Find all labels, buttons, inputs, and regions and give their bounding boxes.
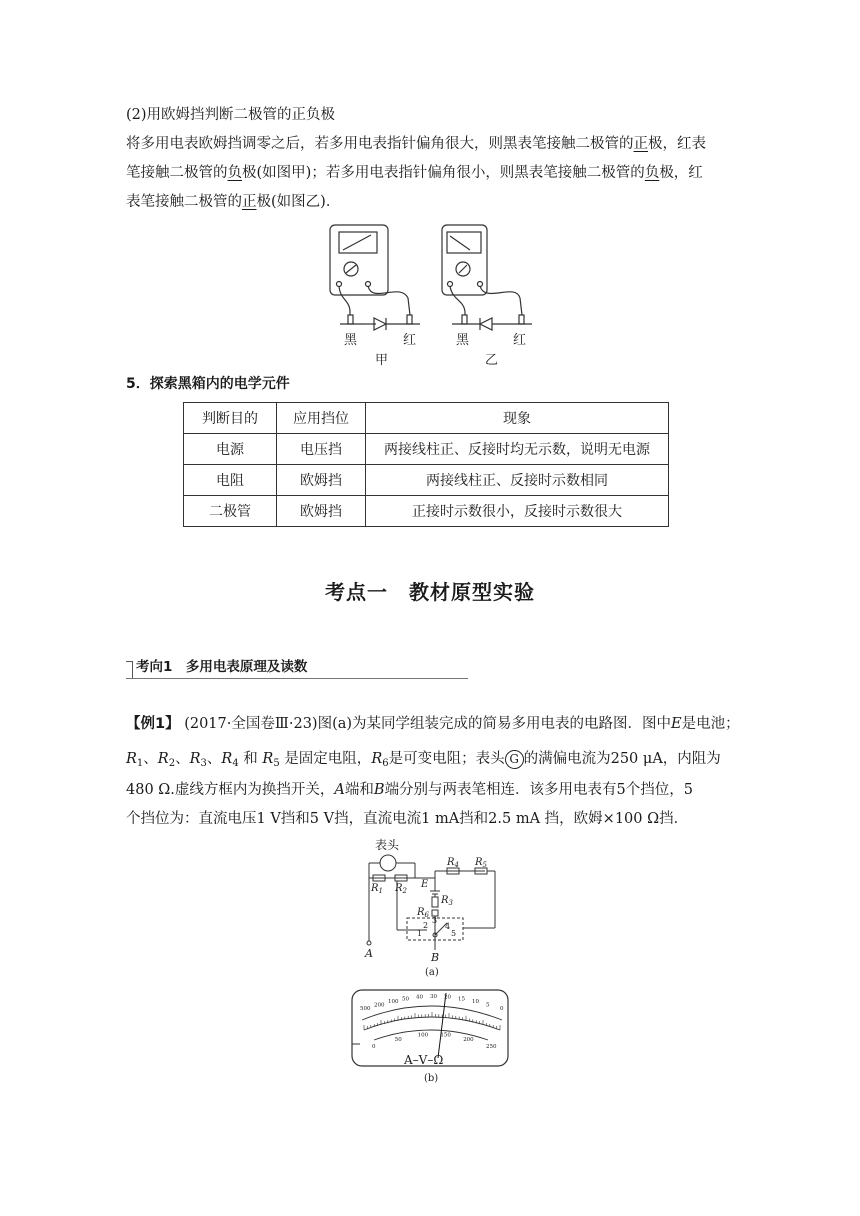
switch-pos-2: 2	[423, 921, 429, 930]
label-r5: $R_5$	[475, 857, 487, 869]
text: 端和	[344, 782, 374, 798]
example-line2: $R_1$、$R_2$、$R_3$、$R_4$ 和 $R_5$ 是固定电阻，$R_6$是可变电阻；表头 G 的满偏电流为250 μA，内阻为	[126, 751, 721, 769]
table-cell: 欧姆挡	[277, 496, 366, 527]
black-probe-label-right: 黑	[456, 333, 470, 348]
table-cell: 两接线柱正、反接时均无示数，说明无电源	[366, 434, 669, 465]
section2-line1	[126, 133, 706, 155]
section2-line2	[126, 162, 703, 184]
example-line3	[126, 779, 693, 801]
resistor-r3-icon	[432, 897, 438, 907]
label-r1: $R_1$	[371, 883, 383, 895]
dial-needle	[438, 993, 446, 1058]
label-r2: $R_2$	[395, 883, 407, 895]
ohm-scale-label: 30	[430, 994, 437, 1000]
table-row	[184, 434, 669, 465]
text: 的满偏电流为250 μA，内阻为	[523, 751, 721, 767]
table-header: 现象	[366, 403, 669, 434]
multimeter-right-icon	[442, 225, 487, 295]
text: 480 Ω.虚线方框内为换挡开关，	[126, 782, 335, 798]
caption-b: (b)	[424, 1073, 439, 1084]
text: 极(如图乙)．	[256, 194, 341, 210]
switch-pos-3: 3	[432, 916, 438, 925]
underlined-term: 正	[633, 136, 648, 152]
section5-heading: 5．探索黑箱内的电学元件	[126, 376, 290, 392]
ohm-scale-label: 0	[500, 1006, 504, 1012]
text: 笔接触二极管的	[126, 165, 228, 181]
example-line1	[126, 713, 740, 735]
underlined-term: 负	[227, 165, 242, 181]
ohm-scale-label: 15	[458, 996, 465, 1003]
ohm-scale-label: 5	[486, 1002, 490, 1009]
caption-right: 乙	[485, 353, 499, 367]
text: 极，红	[659, 165, 703, 181]
dial-face-label: A–V–Ω	[404, 1053, 444, 1067]
current-scale-label: 50	[394, 1036, 402, 1043]
table-row	[184, 465, 669, 496]
text: 极，红表	[648, 136, 706, 152]
red-probe-label-right: 红	[513, 333, 527, 348]
text: 是固定电阻，	[284, 751, 372, 767]
blackbox-table	[183, 402, 669, 527]
text: 是电池；	[681, 716, 740, 732]
ohm-scale-label: 50	[402, 996, 409, 1003]
ohm-scale-label: 200	[374, 1002, 385, 1009]
current-scale-label: 0	[372, 1044, 376, 1050]
table-cell: 二极管	[184, 496, 277, 527]
underlined-term: 负	[644, 165, 660, 181]
table-header-row	[184, 403, 669, 434]
red-probe-label-left: 红	[403, 333, 417, 348]
meter-label: 表头	[375, 838, 400, 852]
galvanometer-icon	[380, 855, 396, 871]
table-cell: 欧姆挡	[277, 465, 366, 496]
ohm-scale-label: 500	[360, 1006, 371, 1012]
galvanometer-icon: G	[505, 750, 524, 769]
var-E: E	[671, 716, 682, 732]
table-header: 应用挡位	[277, 403, 366, 434]
table-cell: 电源	[184, 434, 277, 465]
text: (2017·全国卷Ⅲ·23)图(a)为某同学组装完成的简易多用电表的电路图．图中	[184, 716, 672, 732]
table-cell: 电压挡	[277, 434, 366, 465]
label-E: E	[421, 879, 429, 890]
black-probe-label-left: 黑	[344, 333, 358, 348]
ohm-scale-label: 20	[444, 994, 451, 1001]
current-scale-label: 200	[463, 1036, 474, 1043]
text: 表笔接触二极管的	[126, 194, 242, 210]
caption-a: (a)	[425, 967, 439, 978]
section2-line3	[126, 191, 340, 213]
var-R: R	[126, 751, 137, 767]
bar-tick	[132, 661, 133, 678]
label-r4: $R_4$	[447, 857, 459, 869]
ohm-scale-labels	[360, 994, 504, 1012]
table-header: 判断目的	[184, 403, 277, 434]
terminal-B: B	[431, 951, 440, 964]
diode-figure	[320, 222, 550, 367]
underlined-term: 正	[242, 194, 257, 210]
var-B: B	[373, 782, 385, 798]
ohm-scale-label: 100	[388, 998, 399, 1005]
current-scale-label: 250	[486, 1044, 497, 1050]
switch-pos-4: 4	[445, 922, 451, 931]
ohm-scale-label: 40	[416, 994, 423, 1001]
table-row	[184, 496, 669, 527]
example-tag: 【例1】	[126, 716, 180, 732]
dial-ticks	[364, 1012, 500, 1030]
terminal-A: A	[365, 947, 373, 960]
var-A: A	[334, 782, 345, 798]
circuit-figure-a	[355, 835, 515, 983]
switch-pos-5: 5	[451, 929, 457, 938]
text: 是可变电阻；表头	[388, 751, 505, 767]
table-cell: 正接时示数很小，反接时示数很大	[366, 496, 669, 527]
bar-line	[126, 678, 468, 679]
page-title: 考点一 教材原型实验	[325, 580, 535, 604]
subsection-label: 考向1 多用电表原理及读数	[136, 659, 308, 675]
current-scale-label: 150	[440, 1032, 451, 1039]
text: 将多用电表欧姆挡调零之后，若多用电表指针偏角很大，则黑表笔接触二极管的	[126, 136, 634, 152]
ohm-scale-label: 10	[472, 998, 479, 1005]
meter-dial-figure-b	[350, 988, 512, 1088]
switch-pos-1: 1	[417, 929, 423, 938]
table-cell: 电阻	[184, 465, 277, 496]
text: 极(如图甲)；若多用电表指针偏角很小，则黑表笔接触二极管的	[242, 165, 645, 181]
example-line4: 个挡位为：直流电压1 V挡和5 V挡，直流电流1 mA挡和2.5 mA 挡，欧姆×100 Ω挡．	[126, 811, 689, 827]
table-cell: 两接线柱正、反接时示数相同	[366, 465, 669, 496]
label-r6: $R_6$	[417, 907, 429, 919]
subsection-bar	[126, 652, 468, 680]
section2-heading: (2)用欧姆挡判断二极管的正负极	[126, 107, 336, 123]
current-scale-label: 100	[417, 1032, 429, 1039]
caption-left: 甲	[375, 353, 389, 367]
label-r3: $R_3$	[441, 895, 453, 907]
text: 端分别与两表笔相连．该多用电表有5个挡位，5	[384, 782, 694, 798]
